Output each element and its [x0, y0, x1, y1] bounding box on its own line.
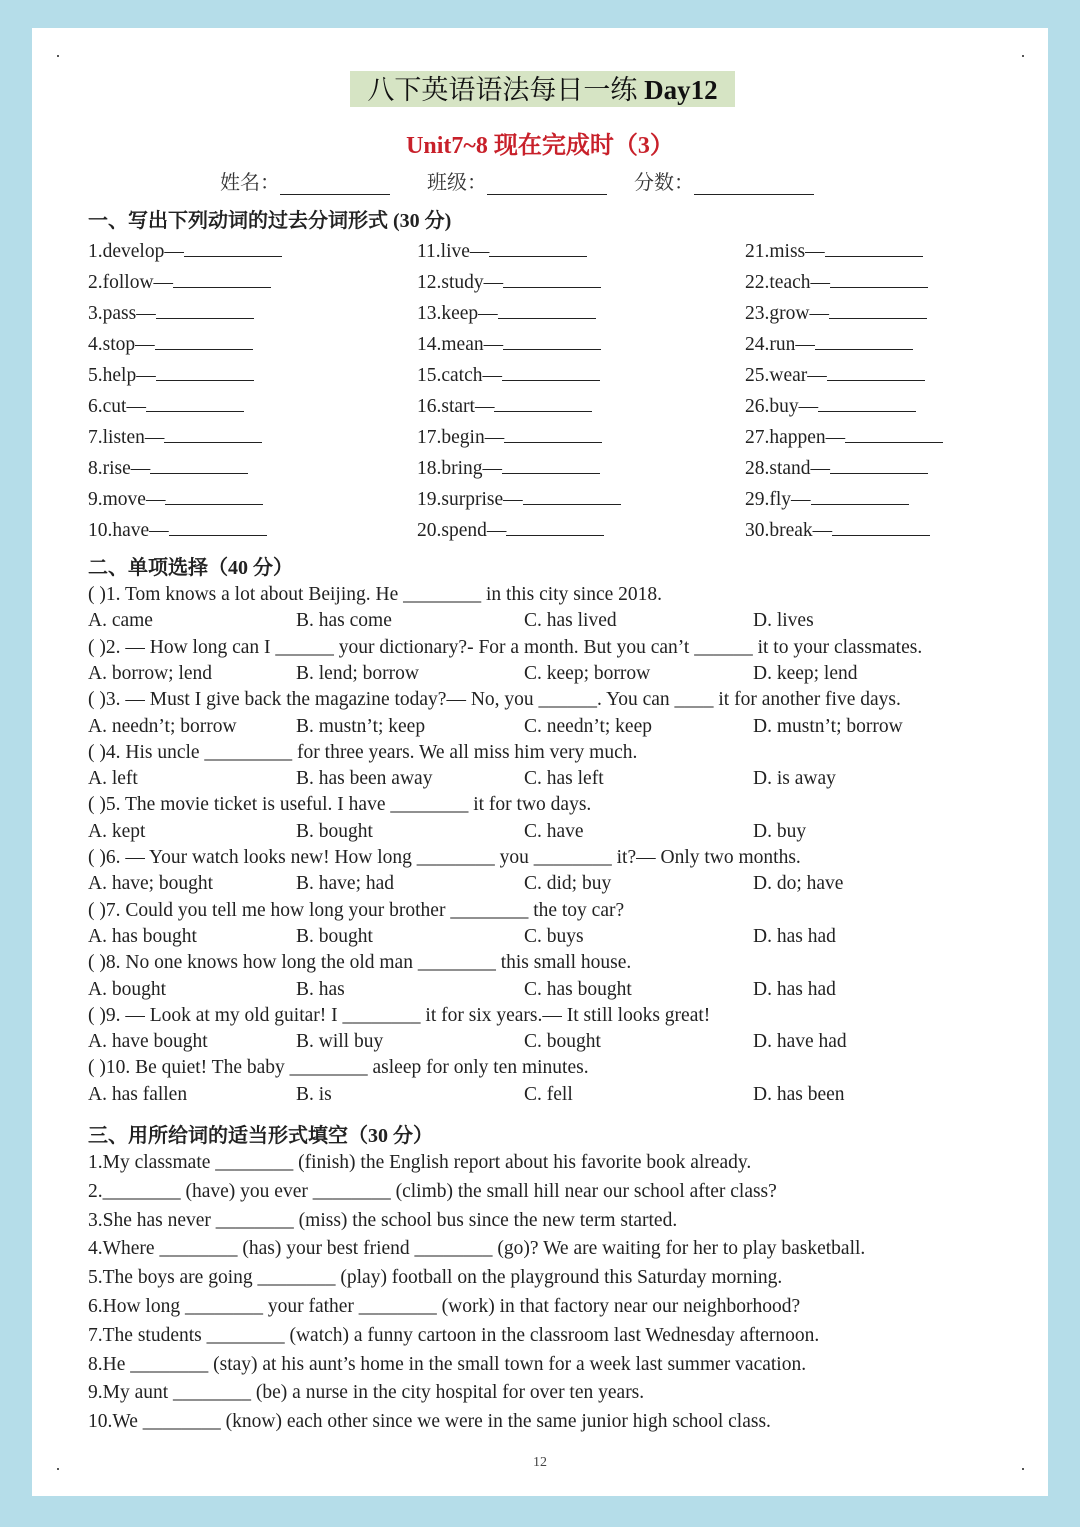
question-text: ( )2. — How long can I ______ your dictionary?- For a month. But you can’t ______ it to your classmates.: [88, 636, 923, 658]
question-text: ( )1. Tom knows a lot about Beijing. He ________ in this city since 2018.: [88, 584, 663, 605]
answer-blank[interactable]: [830, 269, 928, 288]
verb-item[interactable]: [745, 238, 923, 263]
answer-blank[interactable]: [150, 455, 248, 474]
answer-blank[interactable]: [811, 486, 909, 505]
answer-option[interactable]: D. is away: [753, 768, 836, 790]
title-day: Day12: [644, 75, 718, 105]
fill-in-item[interactable]: 8.He ________ (stay) at his aunt’s home in the small town for a week last summer vacation.: [88, 1353, 807, 1375]
corner-mark: [57, 55, 59, 57]
name-label: 姓名：: [220, 172, 280, 194]
answer-blank[interactable]: [164, 424, 262, 443]
class-label: 班级：: [427, 172, 487, 194]
answer-option[interactable]: D. mustn’t; borrow: [753, 715, 903, 737]
answer-option[interactable]: D. has had: [753, 978, 836, 1000]
question-text: ( )5. The movie ticket is useful. I have ________ it for two days.: [88, 794, 592, 816]
verb-label: 26.buy—: [745, 396, 819, 417]
verb-item[interactable]: [417, 331, 601, 356]
question-text: ( )9. — Look at my old guitar! I ________ it for six years.— It still looks great!: [88, 1004, 711, 1026]
answer-option[interactable]: D. lives: [753, 610, 814, 632]
fill-in-item[interactable]: 2.________ (have) you ever ________ (climb) the small hill near our school after class?: [88, 1180, 777, 1202]
answer-option[interactable]: A. has bought: [88, 925, 197, 947]
answer-blank[interactable]: [155, 331, 253, 350]
verb-item[interactable]: [88, 238, 282, 263]
answer-blank[interactable]: [815, 331, 913, 350]
verb-label: 15.catch—: [417, 365, 503, 386]
answer-option[interactable]: C. bought: [524, 1031, 601, 1053]
verb-label: 29.fly—: [745, 489, 811, 510]
verb-label: 3.pass—: [88, 303, 156, 324]
verb-label: 6.cut—: [88, 396, 146, 417]
answer-blank[interactable]: [523, 486, 621, 505]
answer-blank[interactable]: [827, 362, 925, 381]
verb-label: 18.bring—: [417, 458, 503, 479]
answer-blank[interactable]: [504, 424, 602, 443]
answer-option[interactable]: C. did; buy: [524, 873, 612, 895]
answer-option[interactable]: C. has lived: [524, 610, 617, 632]
answer-option[interactable]: B. is: [296, 1083, 332, 1105]
answer-blank[interactable]: [489, 238, 587, 257]
answer-blank[interactable]: [156, 362, 254, 381]
answer-option[interactable]: D. do; have: [753, 873, 844, 895]
verb-item[interactable]: [88, 393, 244, 418]
verb-item[interactable]: [745, 455, 928, 480]
verb-item[interactable]: [745, 331, 913, 356]
answer-option[interactable]: B. bought: [296, 820, 373, 842]
verb-label: 23.grow—: [745, 303, 829, 324]
answer-option[interactable]: C. has bought: [524, 978, 632, 1000]
answer-blank[interactable]: [165, 486, 263, 505]
question-text: ( )10. Be quiet! The baby ________ asleep for only ten minutes.: [88, 1057, 589, 1079]
answer-blank[interactable]: [184, 238, 282, 257]
answer-option[interactable]: A. left: [88, 768, 138, 790]
title-chinese: 八下英语语法每日一练: [367, 75, 638, 105]
verb-label: 19.surprise—: [417, 489, 523, 510]
verb-label: 16.start—: [417, 396, 495, 417]
answer-option[interactable]: A. have bought: [88, 1031, 208, 1053]
answer-option[interactable]: B. bought: [296, 925, 373, 947]
answer-blank[interactable]: [146, 393, 244, 412]
answer-option[interactable]: C. needn’t; keep: [524, 715, 652, 737]
question-text: ( )8. No one knows how long the old man ________ this small house.: [88, 952, 632, 974]
fill-in-item[interactable]: 1.My classmate ________ (finish) the English report about his favorite book already.: [88, 1152, 752, 1173]
page-number: 12: [533, 1455, 547, 1470]
answer-option[interactable]: A. needn’t; borrow: [88, 715, 237, 737]
verb-item[interactable]: [417, 362, 600, 387]
answer-blank[interactable]: [502, 455, 600, 474]
class-field[interactable]: [427, 166, 607, 195]
verb-item[interactable]: [417, 269, 601, 294]
verb-item[interactable]: [88, 455, 248, 480]
verb-label: 14.mean—: [417, 334, 504, 355]
name-field[interactable]: [220, 166, 390, 195]
verb-item[interactable]: [745, 362, 925, 387]
answer-option[interactable]: B. has: [296, 978, 345, 1000]
verb-item[interactable]: [417, 238, 587, 263]
verb-label: 24.run—: [745, 334, 815, 355]
verb-label: 28.stand—: [745, 458, 831, 479]
verb-item[interactable]: [88, 424, 262, 449]
verb-item[interactable]: [88, 331, 253, 356]
verb-item[interactable]: [745, 300, 927, 325]
verb-label: 27.happen—: [745, 427, 846, 448]
section3-heading: 三、用所给词的适当形式填空（30 分）: [88, 1125, 433, 1147]
answer-blank[interactable]: [498, 300, 596, 319]
verb-label: 7.listen—: [88, 427, 165, 448]
fill-in-item[interactable]: 3.She has never ________ (miss) the school bus since the new term started.: [88, 1209, 678, 1231]
answer-blank[interactable]: [503, 269, 601, 288]
answer-blank[interactable]: [830, 455, 928, 474]
answer-blank[interactable]: [503, 331, 601, 350]
verb-item[interactable]: [745, 424, 943, 449]
fill-in-item[interactable]: 6.How long ________ your father ________ (work) in that factory near our neighborhood?: [88, 1296, 801, 1317]
question-text: ( )6. — Your watch looks new! How long ________ you ________ it?— Only two months.: [88, 847, 801, 868]
worksheet-subtitle: Unit7~8 现在完成时（3）: [406, 133, 674, 159]
answer-option[interactable]: D. buy: [753, 820, 807, 842]
verb-label: 21.miss—: [745, 241, 825, 262]
verb-item[interactable]: [417, 486, 621, 511]
answer-option[interactable]: C. have: [524, 820, 584, 842]
answer-option[interactable]: C. fell: [524, 1083, 573, 1105]
verb-item[interactable]: [745, 393, 916, 418]
verb-label: 4.stop—: [88, 334, 155, 355]
answer-option[interactable]: A. came: [88, 610, 153, 632]
answer-blank[interactable]: [832, 517, 930, 536]
answer-option[interactable]: C. has left: [524, 768, 604, 790]
answer-blank[interactable]: [494, 393, 592, 412]
verb-item[interactable]: [417, 393, 592, 418]
verb-item[interactable]: [88, 269, 271, 294]
verb-item[interactable]: [417, 424, 602, 449]
verb-item[interactable]: [417, 300, 596, 325]
question-text: ( )4. His uncle _________ for three years. We all miss him very much.: [88, 741, 638, 763]
answer-blank[interactable]: [506, 517, 604, 536]
verb-item[interactable]: [88, 362, 254, 387]
section1-heading: 一、写出下列动词的过去分词形式 (30 分): [88, 210, 452, 232]
score-label: 分数：: [634, 172, 694, 194]
question-text: ( )3. — Must I give back the magazine today?— No, you ______. You can ____ it for another five days.: [88, 689, 901, 711]
answer-blank[interactable]: [825, 238, 923, 257]
answer-option[interactable]: A. has fallen: [88, 1083, 188, 1105]
score-field[interactable]: [634, 166, 814, 195]
answer-blank[interactable]: [169, 517, 267, 536]
verb-item[interactable]: [745, 517, 930, 542]
answer-blank[interactable]: [818, 393, 916, 412]
verb-label: 25.wear—: [745, 365, 827, 386]
section2-heading: 二、单项选择（40 分）: [88, 557, 293, 579]
verb-label: 12.study—: [417, 272, 504, 293]
verb-label: 5.help—: [88, 365, 156, 386]
answer-option[interactable]: B. lend; borrow: [296, 662, 419, 684]
answer-blank[interactable]: [829, 300, 927, 319]
verb-item[interactable]: [88, 517, 267, 542]
answer-option[interactable]: C. buys: [524, 925, 584, 947]
fill-in-item[interactable]: 9.My aunt ________ (be) a nurse in the city hospital for over ten years.: [88, 1382, 645, 1404]
worksheet-title: [350, 71, 735, 107]
verb-label: 13.keep—: [417, 303, 498, 324]
verb-label: 30.break—: [745, 520, 833, 541]
verb-label: 11.live—: [417, 241, 490, 262]
verb-item[interactable]: [417, 517, 604, 542]
answer-option[interactable]: A. kept: [88, 820, 146, 842]
verb-item[interactable]: [88, 486, 263, 511]
verb-label: 1.develop—: [88, 241, 184, 262]
answer-option[interactable]: A. borrow; lend: [88, 662, 213, 684]
answer-option[interactable]: A. bought: [88, 978, 166, 1000]
verb-label: 22.teach—: [745, 272, 831, 293]
corner-mark: [1022, 55, 1024, 57]
answer-blank[interactable]: [502, 362, 600, 381]
answer-option[interactable]: B. has come: [296, 610, 392, 632]
answer-blank[interactable]: [845, 424, 943, 443]
answer-blank[interactable]: [156, 300, 254, 319]
answer-option[interactable]: B. has been away: [296, 768, 433, 790]
verb-item[interactable]: [417, 455, 600, 480]
verb-label: 17.begin—: [417, 427, 505, 448]
fill-in-item[interactable]: 4.Where ________ (has) your best friend ________ (go)? We are waiting for her to play basketball.: [88, 1238, 866, 1260]
answer-option[interactable]: C. keep; borrow: [524, 662, 651, 684]
answer-option[interactable]: D. keep; lend: [753, 662, 858, 684]
verb-label: 10.have—: [88, 520, 169, 541]
answer-option[interactable]: D. has had: [753, 925, 836, 947]
answer-blank[interactable]: [173, 269, 271, 288]
verb-item[interactable]: [745, 269, 928, 294]
verb-item[interactable]: [745, 486, 909, 511]
fill-in-item[interactable]: 5.The boys are going ________ (play) football on the playground this Saturday morning.: [88, 1267, 783, 1289]
fill-in-item[interactable]: 10.We ________ (know) each other since we were in the same junior high school class.: [88, 1411, 771, 1433]
verb-label: 9.move—: [88, 489, 166, 510]
question-text: ( )7. Could you tell me how long your brother ________ the toy car?: [88, 899, 625, 921]
answer-option[interactable]: B. mustn’t; keep: [296, 715, 426, 737]
verb-label: 20.spend—: [417, 520, 507, 541]
answer-option[interactable]: D. has been: [753, 1083, 845, 1105]
answer-option[interactable]: A. have; bought: [88, 873, 214, 895]
answer-option[interactable]: B. will buy: [296, 1031, 384, 1053]
answer-option[interactable]: B. have; had: [296, 873, 395, 895]
verb-label: 2.follow—: [88, 272, 174, 293]
fill-in-item[interactable]: 7.The students ________ (watch) a funny cartoon in the classroom last Wednesday afternoon.: [88, 1324, 820, 1346]
answer-option[interactable]: D. have had: [753, 1031, 847, 1053]
verb-label: 8.rise—: [88, 458, 151, 479]
verb-item[interactable]: [88, 300, 254, 325]
